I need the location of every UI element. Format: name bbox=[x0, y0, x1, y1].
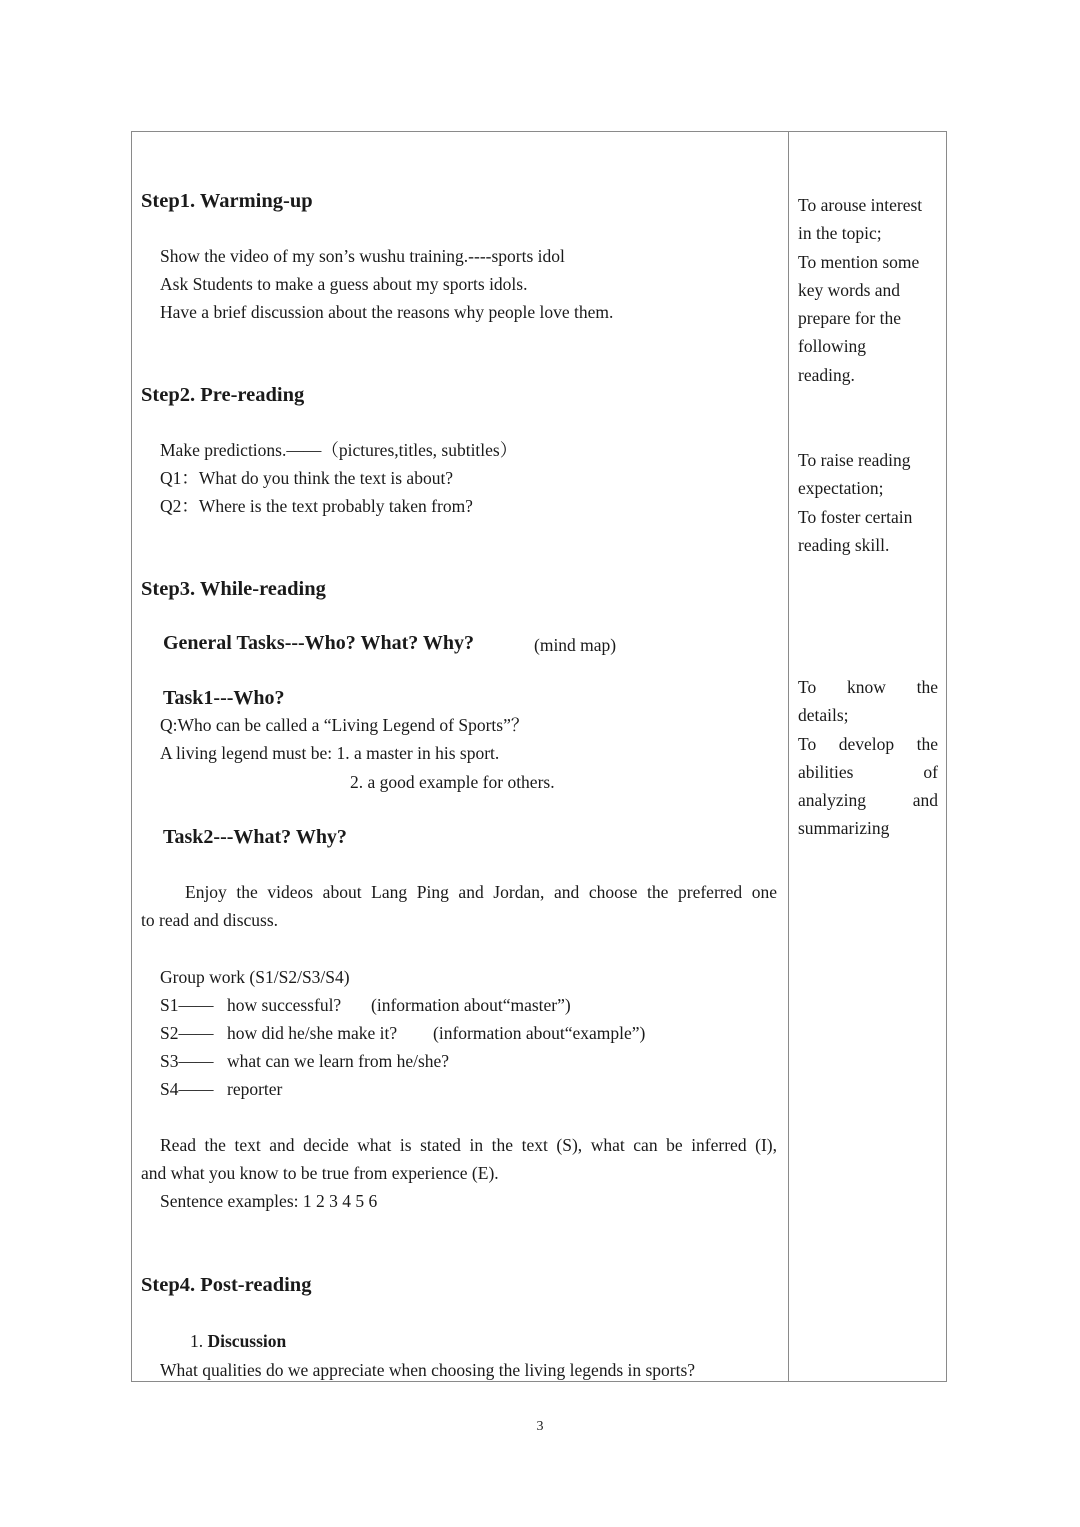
purpose-note-1 bbox=[798, 191, 938, 389]
purpose-note-3 bbox=[798, 673, 938, 843]
note-line: abilities of bbox=[798, 761, 938, 782]
discussion-question: What qualities do we appreciate when choosing the living legends in sports? bbox=[160, 1360, 696, 1380]
read-line-wrap bbox=[160, 1135, 777, 1155]
sentence-examples: Sentence examples: 1 2 3 4 5 6 bbox=[160, 1191, 378, 1211]
role-text: how successful? bbox=[227, 995, 342, 1015]
role-label: S3—— bbox=[160, 1051, 214, 1071]
step4-title: Step4. Post-reading bbox=[141, 1274, 312, 1296]
page-number: 3 bbox=[536, 1419, 544, 1434]
step2-line: Q1：What do you think the text is about? bbox=[160, 468, 454, 488]
discussion-heading bbox=[190, 1331, 286, 1351]
role-label: S1—— bbox=[160, 995, 214, 1015]
note-line: To know the bbox=[798, 677, 938, 697]
step2-title: Step2. Pre-reading bbox=[141, 384, 305, 406]
task1-question: Q:Who can be called a “Living Legend of Sports”？ bbox=[160, 715, 529, 735]
step1-line: Show the video of my son’s wushu training.----sports idol bbox=[160, 246, 565, 266]
step1-title: Step1. Warming-up bbox=[141, 190, 313, 212]
note-line: To arouse interest bbox=[798, 195, 923, 215]
note-line: following bbox=[798, 336, 867, 357]
step1-line: Have a brief discussion about the reasons why people love them. bbox=[160, 302, 614, 322]
note-line: reading skill. bbox=[798, 534, 890, 555]
note-line: details; bbox=[798, 705, 849, 726]
step2-line: Make predictions.——（pictures,titles, subtitles） bbox=[160, 440, 518, 460]
note-line: analyzing and bbox=[798, 790, 938, 811]
mind-map-note: (mind map) bbox=[534, 635, 617, 655]
role-info: (information about“example”) bbox=[433, 1023, 646, 1043]
task1-title: Task1---Who? bbox=[163, 687, 285, 709]
task2-title: Task2---What? Why? bbox=[163, 826, 347, 848]
role-text: what can we learn from he/she? bbox=[227, 1051, 450, 1071]
note-line: prepare for the bbox=[798, 308, 901, 329]
legend-intro: A living legend must be: 1. a master in his sport. bbox=[160, 743, 500, 763]
note-line: expectation; bbox=[798, 478, 884, 499]
note-line: To foster certain bbox=[798, 506, 913, 527]
note-line: key words and bbox=[798, 279, 901, 300]
read-line: and what you know to be true from experience (E). bbox=[141, 1163, 499, 1183]
note-line: To mention some bbox=[798, 251, 920, 272]
role-label: S2—— bbox=[160, 1023, 214, 1043]
legend-point: 2. a good example for others. bbox=[350, 772, 555, 792]
group-work-label: Group work (S1/S2/S3/S4) bbox=[160, 967, 350, 987]
note-line: summarizing bbox=[798, 818, 890, 839]
general-tasks-heading: General Tasks---Who? What? Why? bbox=[163, 632, 474, 654]
discussion-number: 1. bbox=[190, 1331, 204, 1351]
note-line: in the topic; bbox=[798, 223, 882, 244]
lesson-plan-table bbox=[131, 131, 947, 1382]
read-line: Read the text and decide what is stated in the text (S), what can be inferred (I), bbox=[160, 1135, 777, 1155]
role-text: how did he/she make it? bbox=[227, 1023, 398, 1043]
role-text: reporter bbox=[227, 1079, 283, 1099]
note-line: reading. bbox=[798, 364, 855, 385]
role-info: (information about“master”) bbox=[371, 995, 571, 1015]
step2-line: Q2：Where is the text probably taken from? bbox=[160, 496, 473, 516]
column-divider bbox=[788, 132, 789, 1381]
role-label: S4—— bbox=[160, 1079, 214, 1099]
note-line: To develop the bbox=[798, 733, 938, 754]
enjoy-line-wrap bbox=[185, 882, 777, 902]
discussion-label: Discussion bbox=[207, 1331, 287, 1351]
enjoy-line: Enjoy the videos about Lang Ping and Jordan, and choose the preferred one bbox=[185, 882, 777, 902]
step3-title: Step3. While-reading bbox=[141, 578, 326, 600]
note-line: To raise reading bbox=[798, 450, 911, 470]
enjoy-line: to read and discuss. bbox=[141, 910, 279, 930]
step1-line: Ask Students to make a guess about my sports idols. bbox=[160, 274, 528, 294]
purpose-note-2 bbox=[798, 446, 938, 559]
